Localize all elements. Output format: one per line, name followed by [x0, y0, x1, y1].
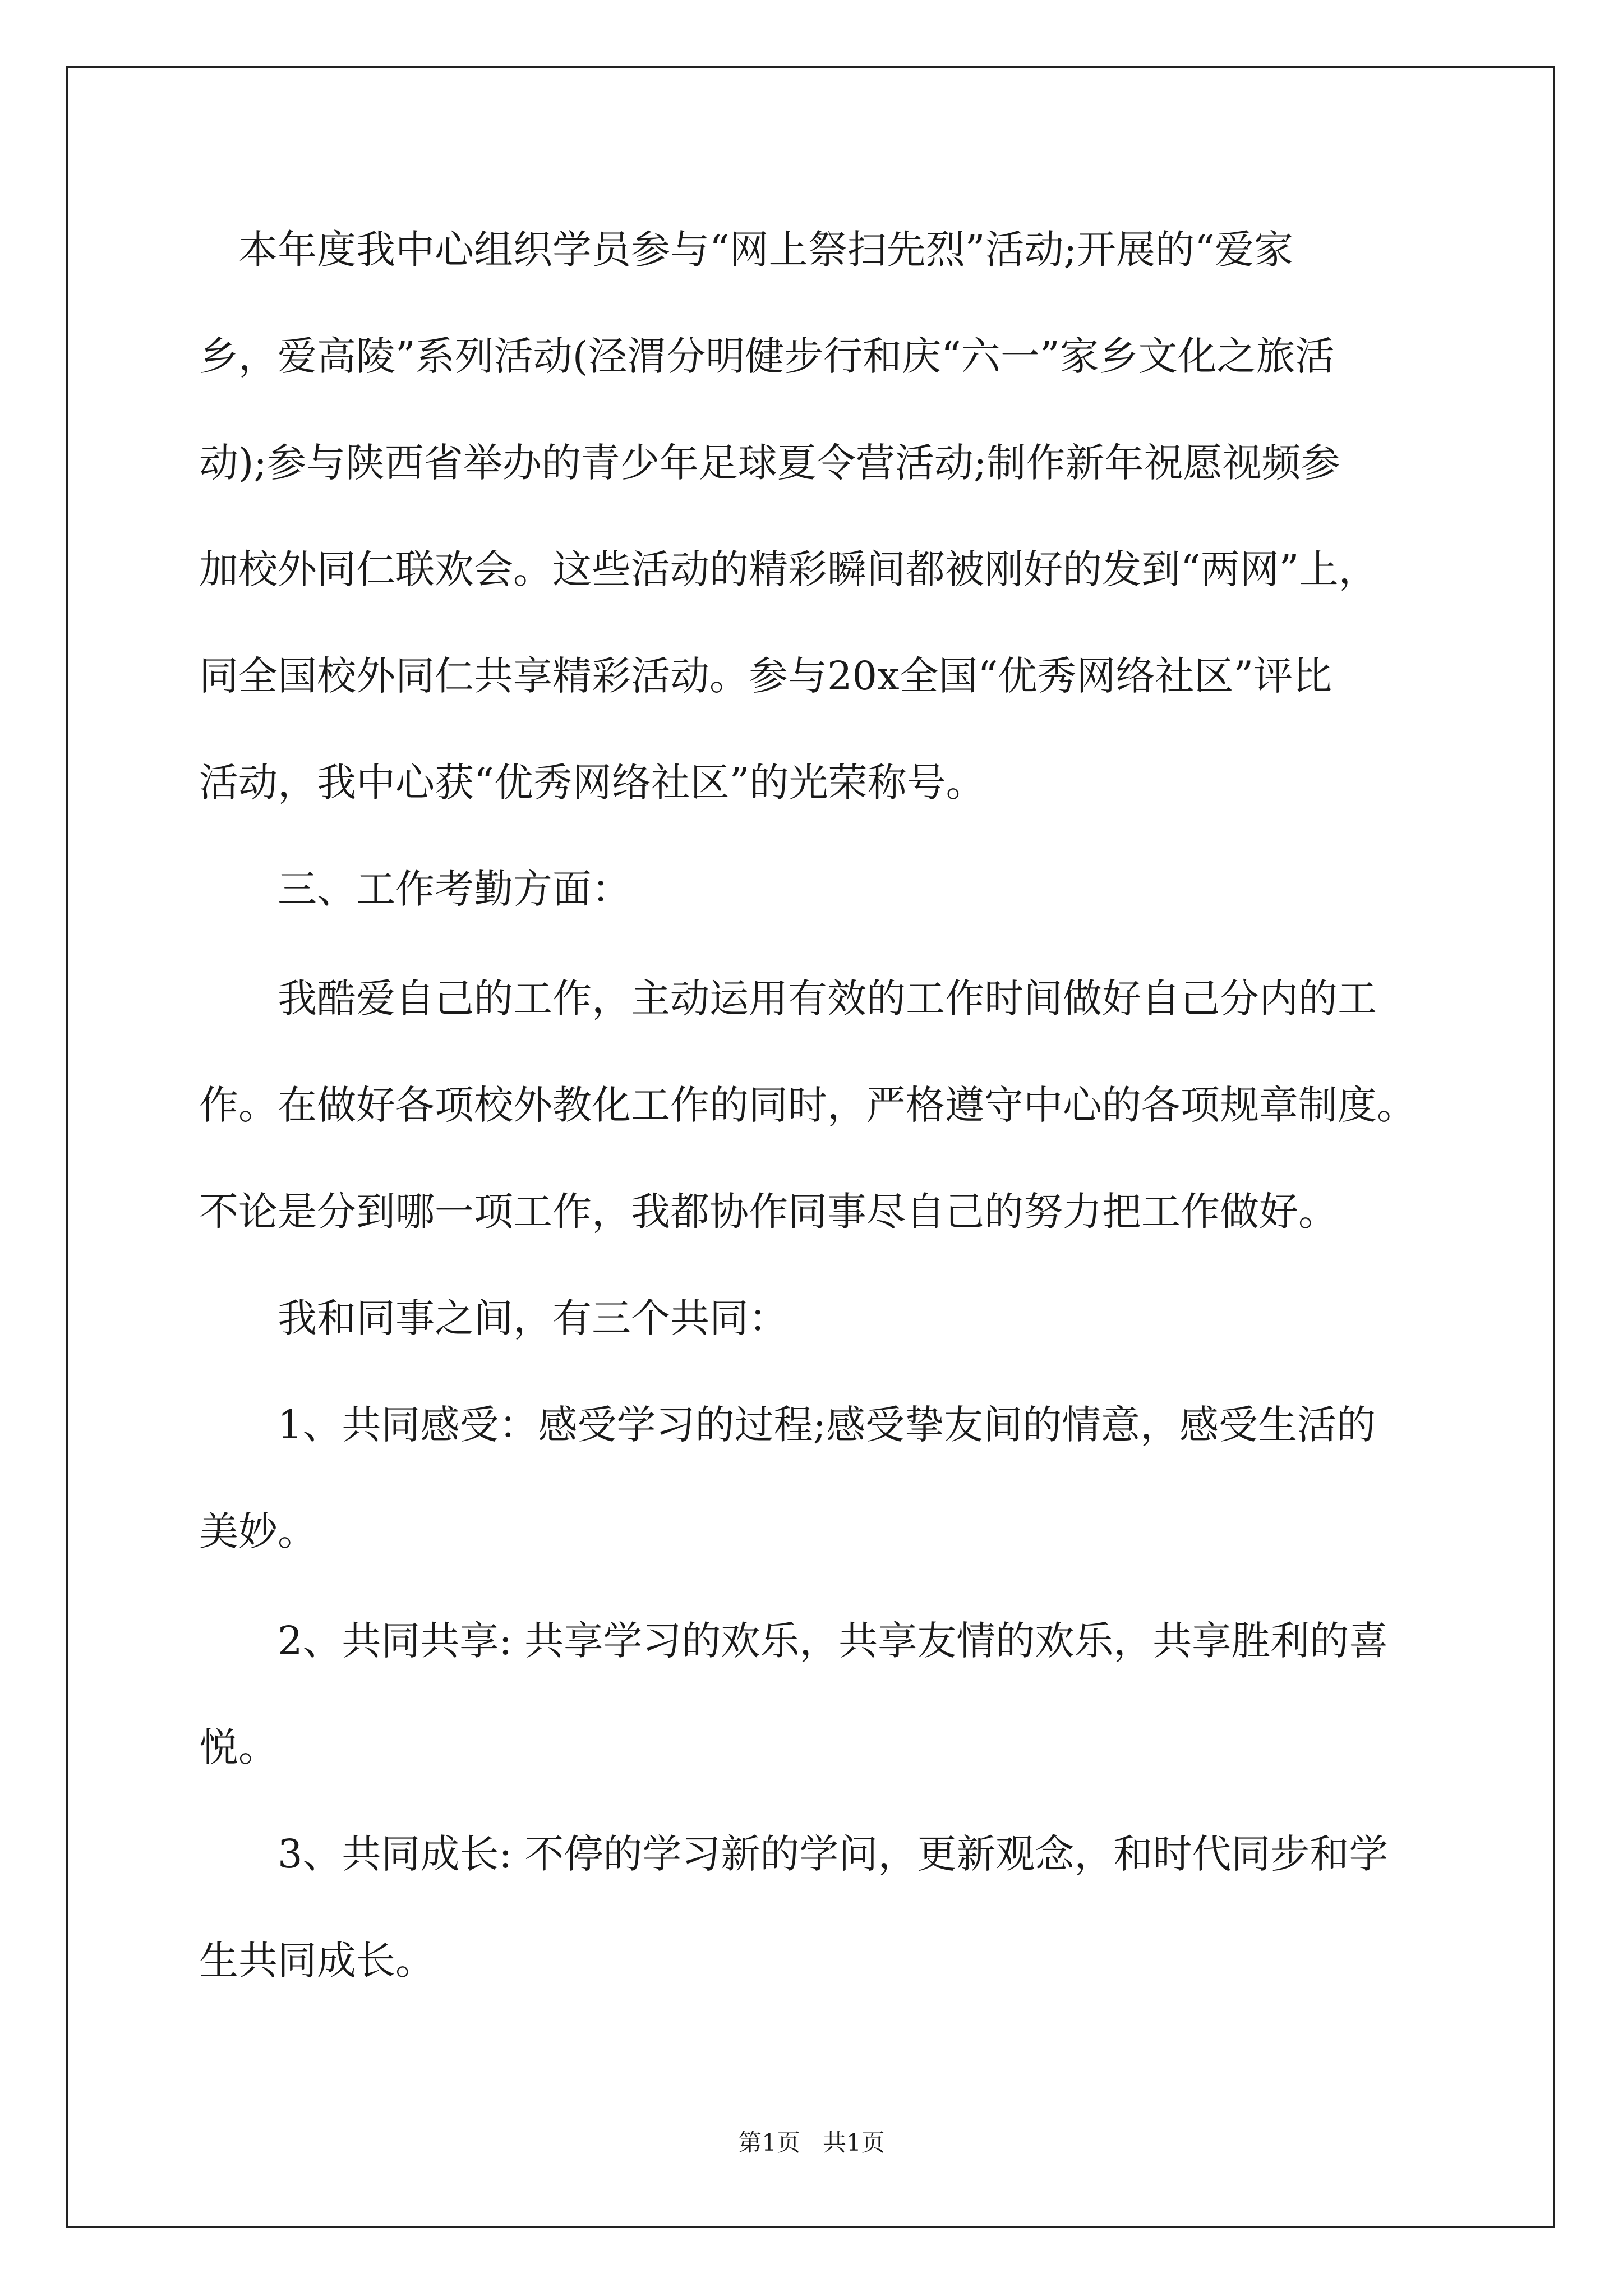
text-line: 悦。 [199, 1724, 278, 1770]
text-line: 生共同成长。 [199, 1938, 435, 1984]
text-line: 不论是分到哪一项工作，我都协作同事尽自己的努力把工作做好。 [199, 1189, 1338, 1235]
text-line: 美妙。 [199, 1508, 317, 1554]
list-item: 3、共同成长: 不停的学习新的学问，更新观念，和时代同步和学 [278, 1831, 1389, 1877]
text-line: 乡，爱高陵”系列活动(泾渭分明健步行和庆“六一”家乡文化之旅活 [199, 333, 1335, 379]
text-line: 动);参与陕西省举办的青少年足球夏令营活动;制作新年祝愿视频参 [199, 440, 1340, 486]
text-line: 同全国校外同仁共享精彩活动。参与20x全国“优秀网络社区”评比 [199, 653, 1332, 699]
text-line: 加校外同仁联欢会。这些活动的精彩瞬间都被刚好的发到“两网”上， [199, 546, 1378, 592]
text-line: 作。在做好各项校外教化工作的同时，严格遵守中心的各项规章制度。 [199, 1082, 1416, 1128]
list-item: 2、共同共享: 共享学习的欢乐，共享友情的欢乐，共享胜利的喜 [278, 1618, 1389, 1664]
page-number: 第1页 共1页 [738, 2129, 885, 2156]
list-item: 1、共同感受：感受学习的过程;感受挚友间的情意，感受生活的 [278, 1402, 1376, 1448]
section-heading: 三、工作考勤方面： [278, 866, 631, 912]
text-line: 本年度我中心组织学员参与“网上祭扫先烈”活动;开展的“爱家 [238, 227, 1293, 273]
text-line: 我酷爱自己的工作，主动运用有效的工作时间做好自己分内的工 [278, 976, 1377, 1022]
text-line: 我和同事之间，有三个共同： [278, 1295, 788, 1341]
page-border [66, 66, 1555, 2228]
text-line: 活动，我中心获“优秀网络社区”的光荣称号。 [199, 760, 985, 806]
